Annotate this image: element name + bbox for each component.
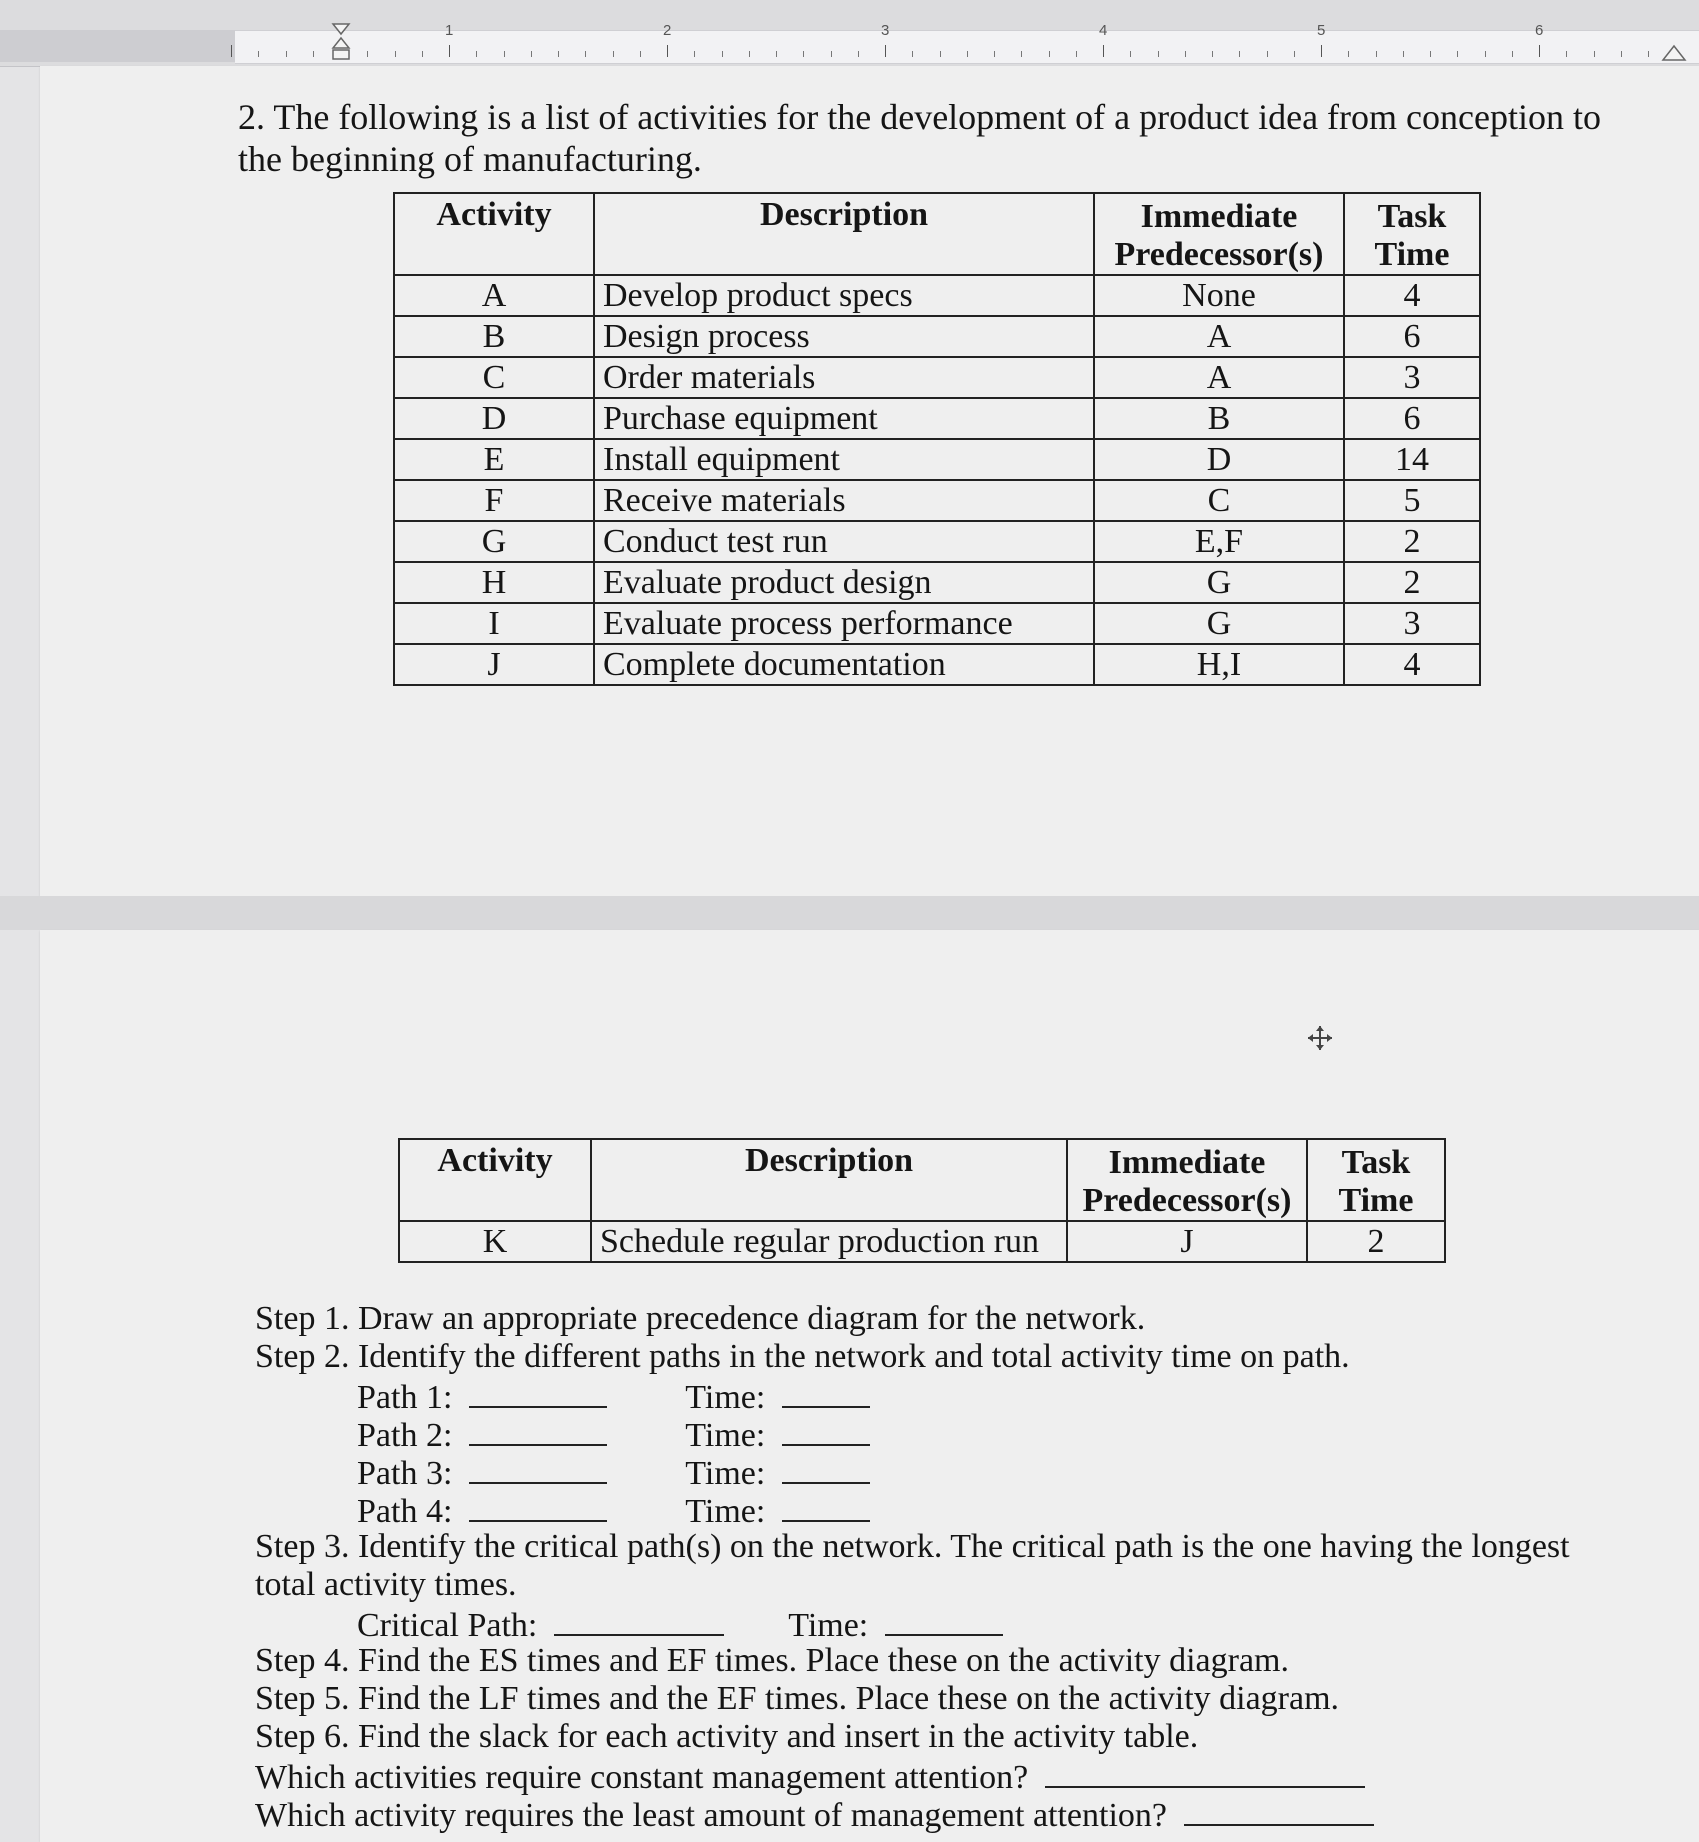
activity-table bbox=[393, 192, 1481, 686]
table-row bbox=[394, 603, 1480, 644]
ruler-tick bbox=[1130, 51, 1131, 57]
header-predecessors bbox=[1094, 193, 1344, 275]
description-cell: Evaluate process performance bbox=[594, 603, 1094, 644]
ruler-tick bbox=[1485, 51, 1486, 57]
critical-path-blank[interactable] bbox=[554, 1604, 724, 1636]
ruler-tick bbox=[231, 45, 232, 57]
task-time-cell: 2 bbox=[1344, 521, 1480, 562]
path-1-time-label: Time: bbox=[685, 1379, 766, 1416]
ruler-tick bbox=[286, 51, 287, 57]
least-attention-blank[interactable] bbox=[1184, 1794, 1374, 1826]
path-1-label: Path 1: bbox=[357, 1379, 453, 1416]
ruler-tick bbox=[449, 45, 450, 57]
page-gap bbox=[0, 896, 1699, 930]
step-4: Step 4. Find the ES times and EF times. Place these on the activity diagram. bbox=[255, 1642, 1289, 1679]
step-6: Step 6. Find the slack for each activity and insert in the activity table. bbox=[255, 1718, 1199, 1755]
path-2-row bbox=[255, 1414, 1655, 1452]
ruler-tick bbox=[694, 51, 695, 57]
activity-cell: F bbox=[394, 480, 594, 521]
ruler-tick bbox=[994, 51, 995, 57]
predecessor-cell: J bbox=[1067, 1221, 1307, 1262]
path-4-time-label: Time: bbox=[685, 1493, 766, 1530]
ruler-tick bbox=[422, 51, 423, 57]
activity-cell: J bbox=[394, 644, 594, 685]
path-1-blank[interactable] bbox=[469, 1376, 607, 1408]
ruler-tick bbox=[531, 51, 532, 57]
ruler-tick bbox=[831, 51, 832, 57]
ruler-tick bbox=[1403, 51, 1404, 57]
ruler-tick bbox=[912, 51, 913, 57]
ruler-tick bbox=[1430, 51, 1431, 57]
table-row bbox=[394, 398, 1480, 439]
ruler-number: 2 bbox=[663, 22, 672, 39]
ruler-tick bbox=[1294, 51, 1295, 57]
header-activity: Activity bbox=[394, 193, 594, 275]
predecessor-cell: B bbox=[1094, 398, 1344, 439]
ruler-tick bbox=[613, 51, 614, 57]
activity-cell: H bbox=[394, 562, 594, 603]
header-time-line2: Time bbox=[1374, 236, 1450, 273]
header-time-line2-2: Time bbox=[1338, 1182, 1414, 1219]
ruler-tick bbox=[1049, 51, 1050, 57]
ruler-tick bbox=[640, 51, 641, 57]
activity-cell: K bbox=[399, 1221, 591, 1262]
task-time-cell: 14 bbox=[1344, 439, 1480, 480]
question-least-attention-text: Which activity requires the least amount of management attention? bbox=[255, 1797, 1168, 1834]
step-2: Step 2. Identify the different paths in the network and total activity time on path. bbox=[255, 1338, 1350, 1375]
description-cell: Schedule regular production run bbox=[591, 1221, 1067, 1262]
predecessor-cell: None bbox=[1094, 275, 1344, 316]
ruler-tick bbox=[722, 51, 723, 57]
step-3-cont: total activity times. bbox=[255, 1566, 517, 1603]
ruler-tick bbox=[940, 51, 941, 57]
ruler-tick bbox=[395, 51, 396, 57]
ruler-tick bbox=[558, 51, 559, 57]
ruler-tick bbox=[885, 45, 886, 57]
path-1-time-blank[interactable] bbox=[782, 1376, 870, 1408]
ruler-tick bbox=[585, 51, 586, 57]
ruler-tick bbox=[1457, 51, 1458, 57]
ruler-tick bbox=[1621, 51, 1622, 57]
ruler-tick bbox=[1212, 51, 1213, 57]
path-2-time-blank[interactable] bbox=[782, 1414, 870, 1446]
header-activity-2: Activity bbox=[399, 1139, 591, 1221]
ruler-tick bbox=[1076, 51, 1077, 57]
header-pred-line1-2: Immediate bbox=[1108, 1144, 1266, 1181]
ruler-tick bbox=[1103, 45, 1104, 57]
ruler-tick bbox=[258, 51, 259, 57]
task-time-cell: 4 bbox=[1344, 275, 1480, 316]
ruler-number: 5 bbox=[1317, 22, 1326, 39]
description-cell: Purchase equipment bbox=[594, 398, 1094, 439]
path-4-label: Path 4: bbox=[357, 1493, 453, 1530]
description-cell: Evaluate product design bbox=[594, 562, 1094, 603]
path-2-label: Path 2: bbox=[357, 1417, 453, 1454]
header-time-line1-2: Task bbox=[1341, 1144, 1411, 1181]
table-move-handle-icon[interactable] bbox=[1306, 1024, 1334, 1052]
task-time-cell: 6 bbox=[1344, 316, 1480, 357]
table-row bbox=[394, 275, 1480, 316]
task-time-cell: 2 bbox=[1344, 562, 1480, 603]
ruler-tick bbox=[1158, 51, 1159, 57]
description-cell: Install equipment bbox=[594, 439, 1094, 480]
path-3-time-blank[interactable] bbox=[782, 1452, 870, 1484]
ruler-tick bbox=[667, 45, 668, 57]
step-3: Step 3. Identify the critical path(s) on the network. The critical path is the one having the longest bbox=[255, 1528, 1570, 1565]
ruler-tick bbox=[1267, 51, 1268, 57]
header-predecessors-2 bbox=[1067, 1139, 1307, 1221]
step-5: Step 5. Find the LF times and the EF times. Place these on the activity diagram. bbox=[255, 1680, 1340, 1717]
question-constant-attention bbox=[255, 1756, 1655, 1794]
predecessor-cell: D bbox=[1094, 439, 1344, 480]
header-pred-line2-2: Predecessor(s) bbox=[1082, 1182, 1292, 1219]
critical-path-label: Critical Path: bbox=[357, 1607, 538, 1644]
activity-cell: E bbox=[394, 439, 594, 480]
table-row bbox=[394, 644, 1480, 685]
critical-path-time-blank[interactable] bbox=[885, 1604, 1003, 1636]
path-3-blank[interactable] bbox=[469, 1452, 607, 1484]
question-text: 2. The following is a list of activities for the development of a product idea from conception to the beginning of manufacturing. bbox=[238, 97, 1601, 179]
ruler-tick bbox=[1566, 51, 1567, 57]
path-3-time-label: Time: bbox=[685, 1455, 766, 1492]
header-task-time bbox=[1344, 193, 1480, 275]
step-1: Step 1. Draw an appropriate precedence diagram for the network. bbox=[255, 1300, 1146, 1337]
ruler-tick bbox=[1021, 51, 1022, 57]
instructions bbox=[255, 1300, 1655, 1832]
ruler-number: 1 bbox=[445, 22, 454, 39]
ruler-number: 4 bbox=[1099, 22, 1108, 39]
predecessor-cell: E,F bbox=[1094, 521, 1344, 562]
ruler-tick bbox=[313, 51, 314, 57]
path-4-time-blank[interactable] bbox=[782, 1490, 870, 1522]
table-row bbox=[394, 357, 1480, 398]
table-row bbox=[394, 562, 1480, 603]
ruler-tick bbox=[858, 51, 859, 57]
activity-cell: C bbox=[394, 357, 594, 398]
table-row bbox=[394, 521, 1480, 562]
activity-cell: A bbox=[394, 275, 594, 316]
ruler-tick bbox=[1348, 51, 1349, 57]
description-cell: Order materials bbox=[594, 357, 1094, 398]
ruler-left-margin bbox=[0, 30, 235, 62]
activity-cell: B bbox=[394, 316, 594, 357]
header-pred-line2: Predecessor(s) bbox=[1114, 236, 1324, 273]
question-least-attention bbox=[255, 1794, 1655, 1832]
ruler-tick bbox=[1594, 51, 1595, 57]
activity-cell: I bbox=[394, 603, 594, 644]
ruler-tick bbox=[803, 51, 804, 57]
description-cell: Receive materials bbox=[594, 480, 1094, 521]
task-time-cell: 6 bbox=[1344, 398, 1480, 439]
activity-cell: G bbox=[394, 521, 594, 562]
ruler-number: 3 bbox=[881, 22, 890, 39]
description-cell: Develop product specs bbox=[594, 275, 1094, 316]
horizontal-ruler[interactable] bbox=[0, 0, 1699, 67]
ruler-tick bbox=[1321, 45, 1322, 57]
task-time-cell: 3 bbox=[1344, 603, 1480, 644]
path-2-blank[interactable] bbox=[469, 1414, 607, 1446]
task-time-cell: 5 bbox=[1344, 480, 1480, 521]
path-3-label: Path 3: bbox=[357, 1455, 453, 1492]
task-time-cell: 4 bbox=[1344, 644, 1480, 685]
path-1-row bbox=[255, 1376, 1655, 1414]
critical-path-row bbox=[255, 1604, 1655, 1642]
description-cell: Conduct test run bbox=[594, 521, 1094, 562]
path-4-row bbox=[255, 1490, 1655, 1528]
activity-cell: D bbox=[394, 398, 594, 439]
constant-attention-blank[interactable] bbox=[1045, 1756, 1365, 1788]
ruler-tick bbox=[476, 51, 477, 57]
predecessor-cell: A bbox=[1094, 357, 1344, 398]
ruler-tick bbox=[504, 51, 505, 57]
ruler-tick bbox=[749, 51, 750, 57]
predecessor-cell: H,I bbox=[1094, 644, 1344, 685]
ruler-tick bbox=[1185, 51, 1186, 57]
table-row bbox=[394, 480, 1480, 521]
description-cell: Complete documentation bbox=[594, 644, 1094, 685]
ruler-strip bbox=[235, 30, 1699, 64]
right-indent-marker-icon[interactable] bbox=[1661, 42, 1687, 62]
table-row bbox=[394, 316, 1480, 357]
question-constant-attention-text: Which activities require constant management attention? bbox=[255, 1759, 1029, 1796]
header-task-time-2 bbox=[1307, 1139, 1445, 1221]
indent-marker-icon[interactable] bbox=[330, 22, 352, 62]
ruler-tick bbox=[776, 51, 777, 57]
ruler-tick bbox=[367, 51, 368, 57]
description-cell: Design process bbox=[594, 316, 1094, 357]
header-description-2: Description bbox=[591, 1139, 1067, 1221]
ruler-number: 6 bbox=[1535, 22, 1544, 39]
activity-table-continued bbox=[398, 1138, 1446, 1263]
path-4-blank[interactable] bbox=[469, 1490, 607, 1522]
ruler-tick bbox=[1239, 51, 1240, 57]
predecessor-cell: C bbox=[1094, 480, 1344, 521]
predecessor-cell: G bbox=[1094, 562, 1344, 603]
task-time-cell: 2 bbox=[1307, 1221, 1445, 1262]
ruler-tick bbox=[1648, 51, 1649, 57]
header-pred-line1: Immediate bbox=[1140, 198, 1298, 235]
predecessor-cell: G bbox=[1094, 603, 1344, 644]
ruler-tick bbox=[1512, 51, 1513, 57]
ruler-tick bbox=[1376, 51, 1377, 57]
table-row bbox=[399, 1221, 1445, 1262]
predecessor-cell: A bbox=[1094, 316, 1344, 357]
ruler-tick bbox=[967, 51, 968, 57]
task-time-cell: 3 bbox=[1344, 357, 1480, 398]
header-description: Description bbox=[594, 193, 1094, 275]
critical-path-time-label: Time: bbox=[788, 1607, 869, 1644]
table-row bbox=[394, 439, 1480, 480]
path-3-row bbox=[255, 1452, 1655, 1490]
path-2-time-label: Time: bbox=[685, 1417, 766, 1454]
header-time-line1: Task bbox=[1377, 198, 1447, 235]
ruler-tick bbox=[1539, 45, 1540, 57]
